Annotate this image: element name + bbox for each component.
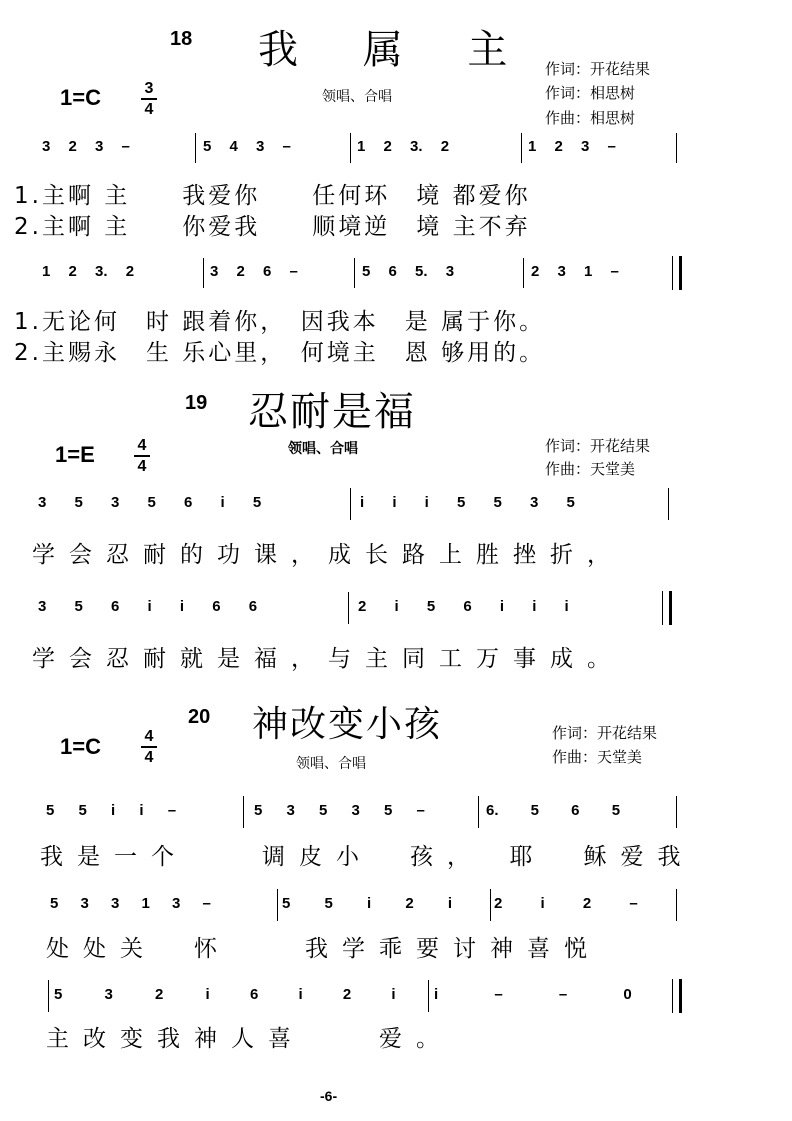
song-18-lyric-verse-1b: 1.无论何 时 跟着你， 因我本 是 属于你。 <box>14 309 546 335</box>
song-18-measure-8: 2 3 1 – <box>531 263 619 280</box>
song-20-lyric-line-1: 我是一个 调皮小 孩， 耶 稣爱我 <box>40 844 695 870</box>
song-19-mode: 领唱、合唱 <box>288 440 358 456</box>
final-barline <box>672 256 682 290</box>
barline <box>521 133 522 163</box>
song-18-lyric-verse-2a: 2.主啊 主 你爱我 顺境逆 境 主不弃 <box>14 214 531 240</box>
time-line <box>141 746 157 748</box>
song-18-measure-7: 5 6 5. 3 <box>362 263 455 280</box>
song-20-lyric-line-2: 处处关 怀 我学乖要讨神喜悦 <box>46 936 601 962</box>
song-20-measure-6: 2 i 2 – <box>494 895 638 912</box>
barline <box>428 980 429 1012</box>
final-barline <box>672 979 682 1013</box>
barline <box>478 796 479 828</box>
barline <box>676 796 677 828</box>
song-18-credit-lyrics-1: 作词：开花结果 <box>545 60 651 78</box>
song-20-measure-5: 5 5 i 2 i <box>282 895 453 912</box>
barline <box>203 258 204 288</box>
song-20-measure-4: 5 3 3 1 3 – <box>50 895 211 912</box>
song-20-measure-8: 6 i 2 i <box>250 986 396 1003</box>
barline <box>676 889 677 921</box>
time-top: 4 <box>144 728 154 745</box>
song-18-measure-1: 3 2 3 – <box>42 138 130 155</box>
song-19-measure-1: 3 5 3 5 6 i 5 <box>38 494 262 511</box>
barline <box>354 258 355 288</box>
song-18-mode: 领唱、合唱 <box>322 89 392 105</box>
time-line <box>141 98 157 100</box>
barline <box>348 592 349 624</box>
song-19-credit-lyrics: 作词：开花结果 <box>545 437 651 455</box>
song-20-key: 1=C <box>60 734 101 759</box>
song-19-measure-4: 2 i 5 6 i i i <box>358 598 569 615</box>
song-20-lyric-line-3: 主改变我神人喜 爱。 <box>46 1026 453 1052</box>
time-bottom: 4 <box>137 458 147 475</box>
song-19-measure-2: i i i 5 5 3 5 <box>360 494 575 511</box>
barline <box>490 889 491 921</box>
song-20-measure-7: 5 3 2 i <box>54 986 210 1003</box>
barline <box>195 133 196 163</box>
song-18-lyric-verse-1a: 1.主啊 主 我爱你 任何环 境 都爱你 <box>14 183 531 209</box>
page-number: -6- <box>320 1088 338 1104</box>
barline <box>350 488 351 520</box>
song-18-time-signature <box>140 80 158 118</box>
song-19-number: 19 <box>185 392 208 414</box>
song-20-mode: 领唱、合唱 <box>296 756 366 772</box>
song-19-credit-music: 作曲：天堂美 <box>545 460 636 478</box>
song-19-key: 1=E <box>55 442 95 467</box>
song-20-number: 20 <box>188 706 211 728</box>
song-19-lyric-line-1: 学会忍耐的功课，成长路上胜挫折， <box>32 542 624 568</box>
song-19-lyric-line-2: 学会忍耐就是福，与主同工万事成。 <box>32 646 624 672</box>
song-18-lyric-verse-2b: 2.主赐永 生 乐心里， 何境主 恩 够用的。 <box>14 340 546 366</box>
time-bottom: 4 <box>144 749 154 766</box>
song-20-measure-9: i – – 0 <box>434 986 632 1003</box>
song-20-measure-3: 6. 5 6 5 <box>486 802 621 819</box>
song-18-measure-2: 5 4 3 – <box>203 138 291 155</box>
song-18-key: 1=C <box>60 85 101 110</box>
barline <box>243 796 244 828</box>
time-line <box>134 455 150 457</box>
song-18-number: 18 <box>170 28 193 50</box>
time-top: 4 <box>137 437 147 454</box>
song-19-title: 忍耐是福 <box>248 389 416 435</box>
song-20-time-signature <box>140 728 158 766</box>
time-bottom: 4 <box>144 101 154 118</box>
song-20-credit-lyrics: 作词：开花结果 <box>552 724 658 742</box>
barline <box>523 258 524 288</box>
song-19-time-signature <box>133 437 151 475</box>
song-18-credit-lyrics-2: 作词：相思树 <box>545 84 636 102</box>
barline <box>277 889 278 921</box>
song-20-measure-1: 5 5 i i – <box>46 802 177 819</box>
time-top: 3 <box>144 80 154 97</box>
song-20-title: 神改变小孩 <box>252 704 443 745</box>
song-18-measure-5: 1 2 3. 2 <box>42 263 135 280</box>
song-20-measure-2: 5 3 5 3 5 – <box>254 802 425 819</box>
song-18-measure-4: 1 2 3 – <box>528 138 616 155</box>
barline <box>668 488 669 520</box>
song-18-credit-music: 作曲：相思树 <box>545 109 636 127</box>
song-18-measure-6: 3 2 6 – <box>210 263 298 280</box>
song-20-credit-music: 作曲：天堂美 <box>552 748 643 766</box>
barline <box>350 133 351 163</box>
song-19-measure-3: 3 5 6 i i 6 6 <box>38 598 258 615</box>
final-barline <box>662 591 672 625</box>
barline <box>676 133 677 163</box>
song-18-title: 我 属 主 <box>258 27 534 73</box>
barline <box>48 980 49 1012</box>
song-18-measure-3: 1 2 3. 2 <box>357 138 450 155</box>
